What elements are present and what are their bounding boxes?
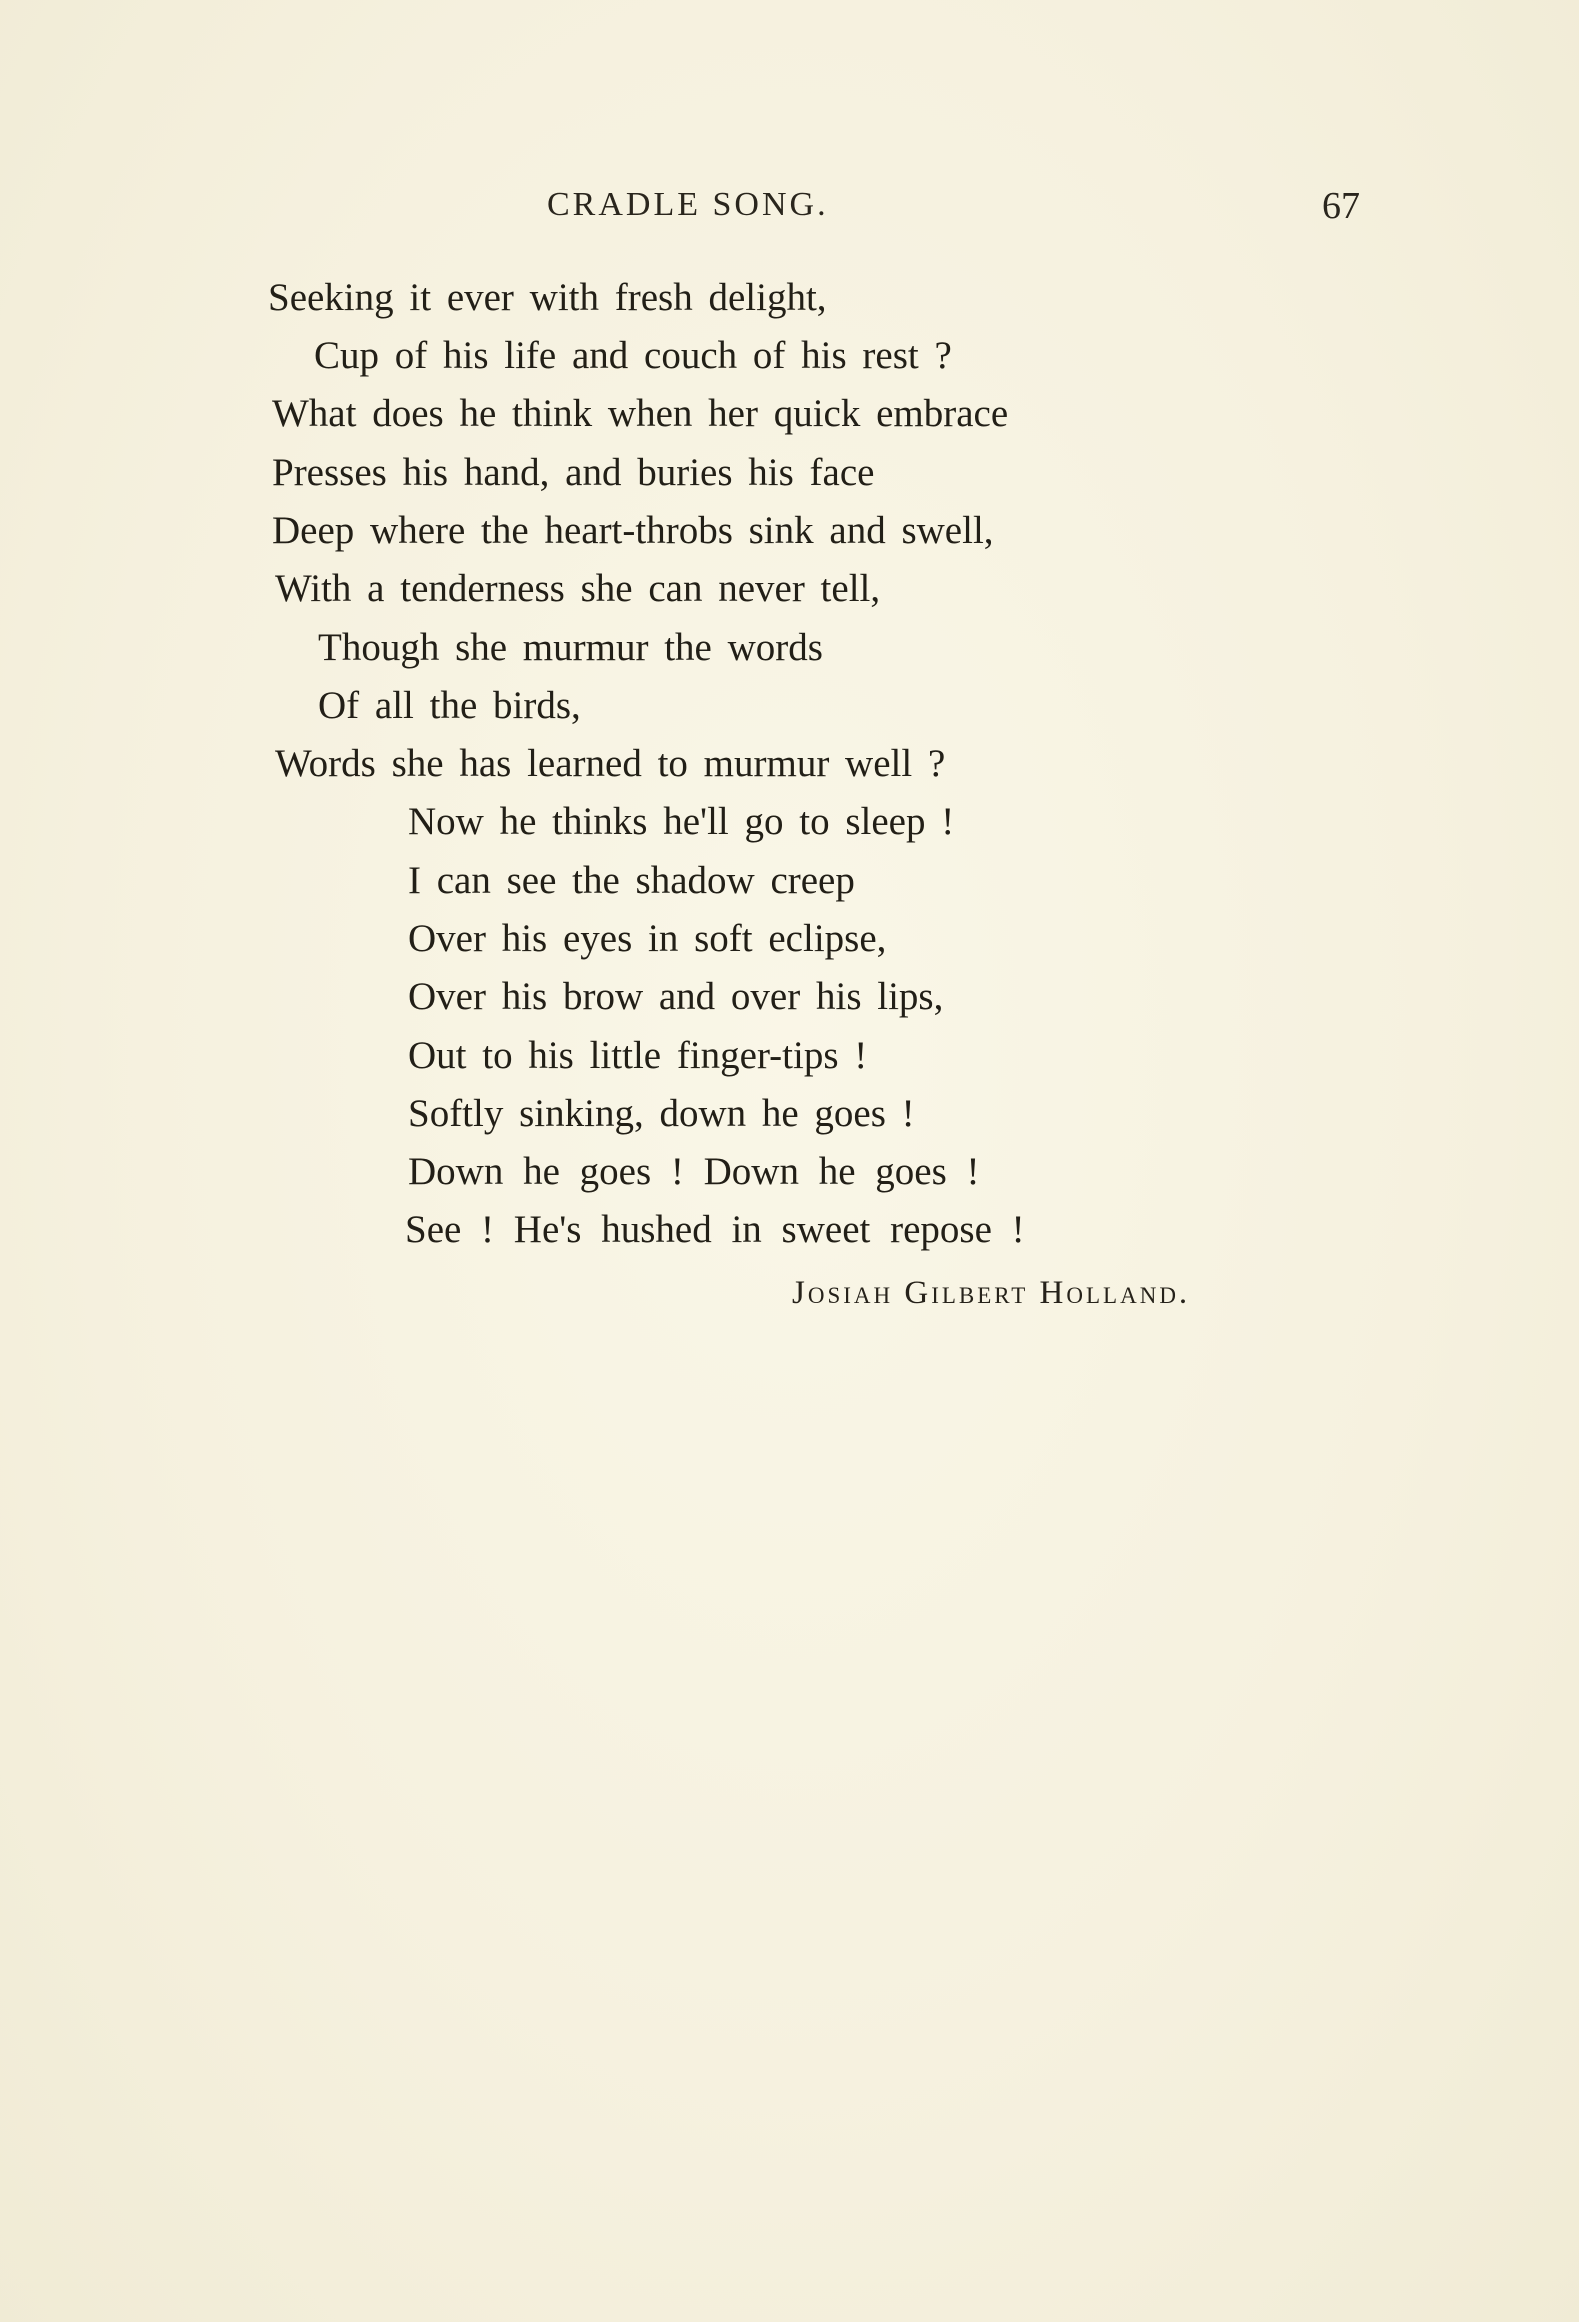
poem-line: Cup of his life and couch of his rest ? — [314, 334, 952, 377]
poem-line: Seeking it ever with fresh delight, — [268, 276, 827, 319]
poem-line: What does he think when her quick embrace — [272, 392, 1009, 435]
poem-line: With a tenderness she can never tell, — [275, 567, 881, 610]
poem-line: Deep where the heart-throbs sink and swell, — [272, 509, 994, 552]
poem-line: Though she murmur the words — [318, 626, 823, 669]
author-attribution: Josiah Gilbert Holland. — [792, 1275, 1191, 1311]
page-number: 67 — [1322, 185, 1360, 227]
poem-line: Down he goes ! Down he goes ! — [408, 1150, 980, 1193]
poem-line: Of all the birds, — [318, 684, 581, 727]
poem-line: Out to his little finger-tips ! — [408, 1034, 868, 1077]
poem-line: Now he thinks he'll go to sleep ! — [408, 800, 955, 843]
show-through-texture — [330, 1330, 1150, 2070]
poem-line: Softly sinking, down he goes ! — [408, 1092, 915, 1135]
running-head: CRADLE SONG. — [547, 186, 829, 223]
poem-line: Words she has learned to murmur well ? — [275, 742, 946, 785]
poem-line: I can see the shadow creep — [408, 859, 855, 902]
poem-line: See ! He's hushed in sweet repose ! — [405, 1208, 1025, 1251]
poem-line: Over his eyes in soft eclipse, — [408, 917, 887, 960]
poem-line: Presses his hand, and buries his face — [272, 451, 875, 494]
poem-line: Over his brow and over his lips, — [408, 975, 944, 1018]
